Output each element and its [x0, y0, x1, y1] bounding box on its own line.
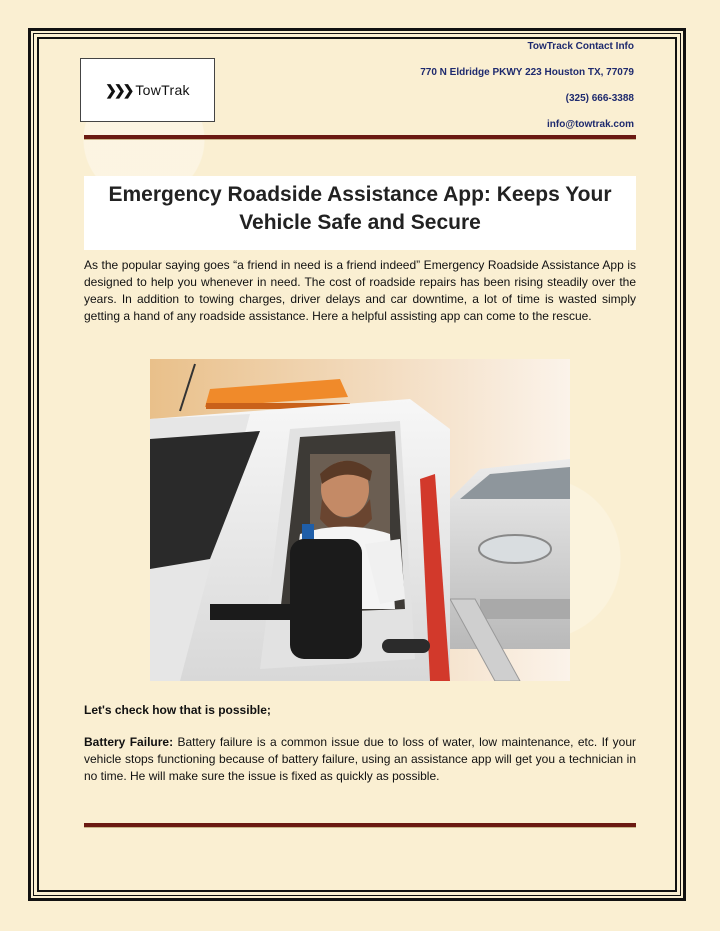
battery-text: Battery failure is a common issue due to loss of water, low maintenance, etc. If your vehicle stops functioning because of battery failure, using an assistance app will get you a technician in no time. He will make sure the issue is fixed as quickly as possible.	[84, 735, 636, 783]
battery-paragraph	[84, 734, 636, 785]
tow-truck-driver-photo	[150, 359, 570, 681]
header-divider	[84, 135, 636, 139]
chevrons-icon: ❯❯❯	[105, 81, 132, 98]
title-box	[84, 176, 636, 250]
contact-heading: TowTrack Contact Info	[527, 41, 634, 52]
contact-phone: (325) 666-3388	[565, 93, 634, 104]
company-logo	[80, 58, 215, 122]
intro-paragraph: As the popular saying goes “a friend in need is a friend indeed” Emergency Roadside Assistance App is designed to help you whenever in need. The cost of roadside repairs has been rising steadily over the years. In addition to towing charges, driver delays and car downtime, a lot of time is wasted simply getting a hand of any roadside assistance. Here a helpful assisting app can come to the rescue.	[84, 258, 636, 323]
logo-text: TowTrak	[135, 82, 190, 98]
article-title: Emergency Roadside Assistance App: Keeps Your Vehicle Safe and Secure	[108, 183, 612, 234]
contact-email: info@towtrak.com	[547, 119, 634, 130]
footer-divider	[84, 823, 636, 827]
battery-label: Battery Failure:	[84, 735, 174, 749]
check-heading: Let's check how that is possible;	[84, 703, 271, 717]
contact-address: 770 N Eldridge PKWY 223 Houston TX, 77079	[420, 67, 634, 78]
contact-info	[420, 40, 634, 144]
